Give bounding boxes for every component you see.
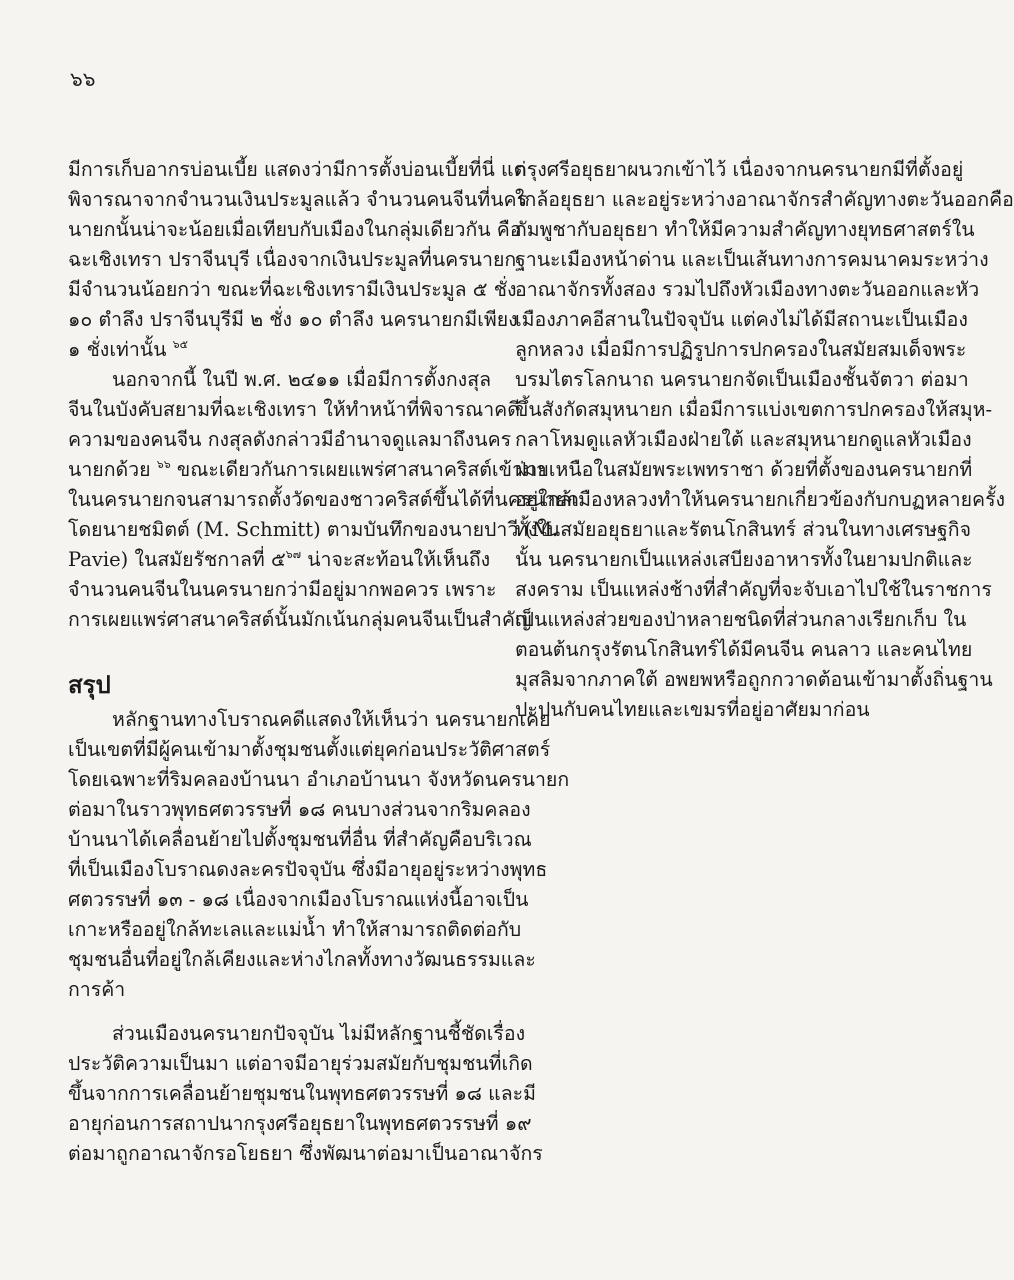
- text-line: ส่วนเมืองนครนายกปัจจุบัน ไม่มีหลักฐานชี้ชัดเรื่อง: [112, 1022, 526, 1045]
- text-line: บรมไตรโลกนาถ นครนายกจัดเป็นเมืองชั้นจัตวา ต่อมา: [515, 368, 969, 391]
- text-line: กัมพูชากับอยุธยา ทำให้มีความสำคัญทางยุทธศาสตร์ใน: [515, 218, 975, 241]
- text-line: ขึ้นสังกัดสมุหนายก เมื่อมีการแบ่งเขตการปกครองให้สมุห-: [515, 398, 993, 421]
- section-heading-summary: สรุป: [68, 671, 111, 699]
- text-line: นั้น นครนายกเป็นแหล่งเสบียงอาหารทั้งในยามปกติและ: [515, 548, 973, 571]
- text-line: ใกล้อยุธยา และอยู่ระหว่างอาณาจักรสำคัญทางตะวันออกคือ: [515, 188, 1014, 211]
- text-line: ชุมชนอื่นที่อยู่ใกล้เคียงและห่างไกลทั้งทางวัฒนธรรมและ: [68, 948, 536, 971]
- paragraph-chinese-gambling: [68, 155, 528, 365]
- text-line: ประวัติความเป็นมา แต่อาจมีอายุร่วมสมัยกับชุมชนที่เกิด: [68, 1052, 533, 1075]
- footnote-ref-67: ๖๗: [285, 548, 301, 561]
- text-line: พิจารณาจากจำนวนเงินประมูลแล้ว จำนวนคนจีนที่นคร: [68, 188, 528, 211]
- text-line: จำนวนคนจีนในนครนายกว่ามีอยู่มากพอควร เพราะ: [68, 578, 497, 601]
- text-line: [68, 545, 491, 575]
- text-run: ขณะเดียวกันการเผยแพร่ศาสนาคริสต์เข้ามา: [170, 458, 547, 481]
- text-line: บ้านนาได้เคลื่อนย้ายไปตั้งชุมชนที่อื่น ที่สำคัญคือบริเวณ: [68, 828, 532, 851]
- text-line: ลูกหลวง เมื่อมีการปฏิรูปการปกครองในสมัยสมเด็จพระ: [515, 338, 967, 361]
- text-run: Pavie) ในสมัยรัชกาลที่ ๕: [68, 548, 286, 571]
- right-column: [515, 155, 1014, 725]
- footnote-ref-66: ๖๖: [156, 458, 171, 471]
- text-line: โดยเฉพาะที่ริมคลองบ้านนา อำเภอบ้านนา จังหวัดนครนายก: [68, 768, 570, 791]
- text-line: อยู่ใกล้เมืองหลวงทำให้นครนายกเกี่ยวข้องกับกบฏหลายครั้ง: [515, 488, 1006, 511]
- text-line: หลักฐานทางโบราณคดีแสดงให้เห็นว่า นครนายกเคย: [112, 708, 551, 731]
- text-line: มีจำนวนน้อยกว่า ขณะที่ฉะเชิงเทรามีเงินประมูล ๕ ชั่ง: [68, 278, 517, 301]
- text-line: ต่อมาถูกอาณาจักรอโยธยา ซึ่งพัฒนาต่อมาเป็นอาณาจักร: [68, 1142, 543, 1165]
- text-run: นายกด้วย: [68, 458, 151, 481]
- text-line: ๑๐ ตำลึง ปราจีนบุรีมี ๒ ชั่ง ๑๐ ตำลึง นครนายกมีเพียง: [68, 308, 518, 331]
- text-line: จีนในบังคับสยามที่ฉะเชิงเทรา ให้ทำหน้าที่พิจารณาคดี: [68, 398, 520, 421]
- text-line: ฉะเชิงเทรา ปราจีนบุรี เนื่องจากเงินประมูลที่นครนายก: [68, 248, 517, 271]
- text-line: เป็นเขตที่มีผู้คนเข้ามาตั้งชุมชนตั้งแต่ยุคก่อนประวัติศาสตร์: [68, 738, 551, 761]
- text-line: สงคราม เป็นแหล่งช้างที่สำคัญที่จะจับเอาไปใช้ในราชการ: [515, 578, 992, 601]
- text-line: การเผยแพร่ศาสนาคริสต์นั้นมักเน้นกลุ่มคนจีนเป็นสำคัญ: [68, 608, 532, 631]
- text-line: ต่อมาในราวพุทธศตวรรษที่ ๑๘ คนบางส่วนจากริมคลอง: [68, 798, 531, 821]
- text-line: เมืองภาคอีสานในปัจจุบัน แต่คงไม่ได้มีสถานะเป็นเมือง: [515, 308, 968, 331]
- text-run: น่าจะสะท้อนให้เห็นถึง: [301, 548, 491, 571]
- text-line: การค้า: [68, 978, 126, 1001]
- text-line: ขึ้นจากการเคลื่อนย้ายชุมชนในพุทธศตวรรษที่ ๑๘ และมี: [68, 1082, 536, 1105]
- text-line: กลาโหมดูแลหัวเมืองฝ่ายใต้ และสมุหนายกดูแลหัวเมือง: [515, 428, 972, 451]
- text-line: มุสลิมจากภาคใต้ อพยพหรือถูกกวาดต้อนเข้ามาตั้งถิ่นฐาน: [515, 668, 993, 691]
- text-line: [68, 455, 547, 485]
- text-line: เกาะหรืออยู่ใกล้ทะเลและแม่น้ำ ทำให้สามารถติดต่อกับ: [68, 918, 522, 941]
- page-number: ๖๖: [70, 67, 96, 91]
- text-line: มีการเก็บอากรบ่อนเบี้ย แสดงว่ามีการตั้งบ่อนเบี้ยที่นี่ แต่: [68, 158, 527, 181]
- text-line: ปะปนกับคนไทยและเขมรที่อยู่อาศัยมาก่อน: [515, 698, 870, 721]
- text-line: อาณาจักรทั้งสอง รวมไปถึงหัวเมืองทางตะวันออกและหัว: [515, 278, 980, 301]
- text-line: นายกนั้นน่าจะน้อยเมื่อเทียบกับเมืองในกลุ่มเดียวกัน คือ: [68, 218, 522, 241]
- footnote-ref-65: ๖๕: [172, 338, 188, 351]
- paragraph-ayutthaya-continued: [515, 155, 1014, 725]
- text-line: ทั้งในสมัยอยุธยาและรัตนโกสินทร์ ส่วนในทางเศรษฐกิจ: [515, 518, 972, 541]
- text-line: ในนครนายกจนสามารถตั้งวัดของชาวคริสต์ขึ้นได้ที่นครนายก: [68, 488, 579, 511]
- text-line: ฐานะเมืองหน้าด่าน และเป็นเส้นทางการคมนาคมระหว่าง: [515, 248, 989, 271]
- text-line: กรุงศรีอยุธยาผนวกเข้าไว้ เนื่องจากนครนายกมีที่ตั้งอยู่: [515, 158, 964, 181]
- text-line: เป็นแหล่งส่วยของป่าหลายชนิดที่ส่วนกลางเรียกเก็บ ใน: [515, 608, 967, 631]
- text-run: ๑ ชั่งเท่านั้น: [68, 338, 167, 361]
- text-line: โดยนายชมิตต์ (M. Schmitt) ตามบันทึกของนายปาวี (M.: [68, 518, 559, 541]
- text-line: ความของคนจีน กงสุลดังกล่าวมีอำนาจดูแลมาถึงนคร: [68, 428, 512, 451]
- text-line: ศตวรรษที่ ๑๓ - ๑๘ เนื่องจากเมืองโบราณแห่งนี้อาจเป็น: [68, 888, 529, 911]
- paragraph-archaeology: [68, 705, 570, 1005]
- paragraph-chinese-consul: [68, 365, 579, 635]
- text-line: ตอนต้นกรุงรัตนโกสินทร์ได้มีคนจีน คนลาว และคนไทย: [515, 638, 973, 661]
- text-line: ที่เป็นเมืองโบราณดงละครปัจจุบัน ซึ่งมีอายุอยู่ระหว่างพุทธ: [68, 858, 548, 881]
- text-line: นอกจากนี้ ในปี พ.ศ. ๒๔๑๑ เมื่อมีการตั้งกงสุล: [112, 368, 492, 391]
- text-line: [68, 335, 488, 365]
- paragraph-city-history: [68, 1019, 543, 1169]
- text-line: อายุก่อนการสถาปนากรุงศรีอยุธยาในพุทธศตวรรษที่ ๑๙: [68, 1112, 532, 1135]
- left-column: [68, 155, 579, 1169]
- text-line: ฝ่ายเหนือในสมัยพระเพทราชา ด้วยที่ตั้งของนครนายกที่: [515, 458, 973, 481]
